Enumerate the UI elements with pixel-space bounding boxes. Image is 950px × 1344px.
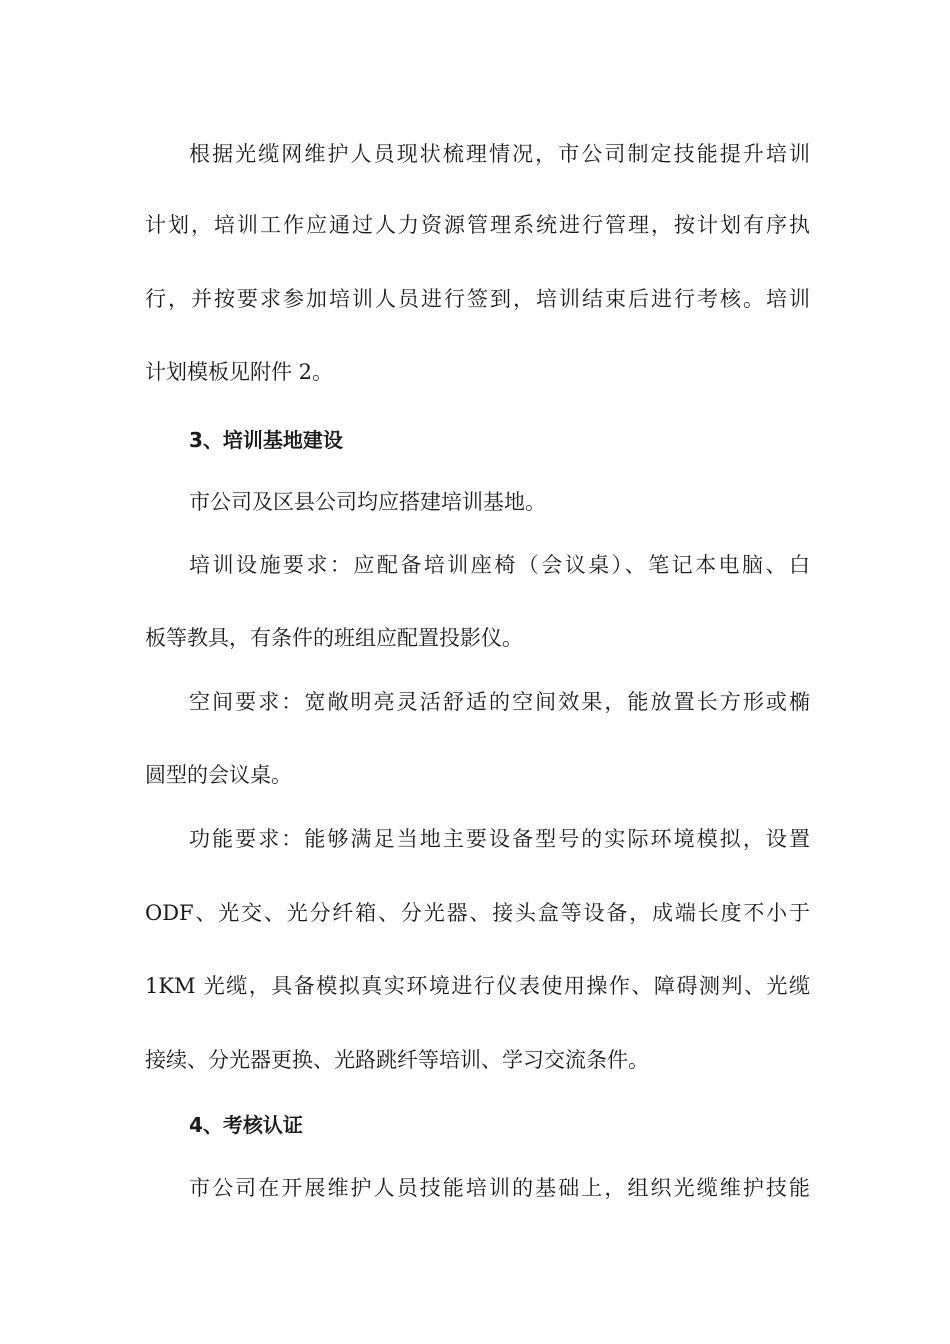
paragraph-1-line-4: 计划模板见附件 2。 <box>145 360 334 384</box>
paragraph-1-line-2: 计划，培训工作应通过人力资源管理系统进行管理，按计划有序执 <box>145 213 810 237</box>
paragraph-3-line-1: 培训设施要求：应配备培训座椅（会议桌）、笔记本电脑、白 <box>189 553 810 577</box>
paragraph-1-line-1: 根据光缆网维护人员现状梳理情况，市公司制定技能提升培训 <box>189 142 810 166</box>
section-heading-3: 3、培训基地建设 <box>189 428 343 452</box>
section-heading-4: 4、考核认证 <box>189 1113 303 1137</box>
paragraph-6-line-1: 市公司在开展维护人员技能培训的基础上，组织光缆维护技能 <box>189 1176 810 1200</box>
paragraph-4-line-2: 圆型的会议桌。 <box>145 763 292 787</box>
paragraph-5-line-4: 接续、分光器更换、光路跳纤等培训、学习交流条件。 <box>145 1048 649 1072</box>
paragraph-5-line-3: 1KM 光缆，具备模拟真实环境进行仪表使用操作、障碍测判、光缆 <box>145 974 810 998</box>
paragraph-5-line-1: 功能要求：能够满足当地主要设备型号的实际环境模拟，设置 <box>189 827 810 851</box>
paragraph-3-line-2: 板等教具，有条件的班组应配置投影仪。 <box>145 626 523 650</box>
paragraph-1-line-3: 行，并按要求参加培训人员进行签到，培训结束后进行考核。培训 <box>145 287 810 311</box>
paragraph-2-line-1: 市公司及区县公司均应搭建培训基地。 <box>189 490 546 514</box>
paragraph-4-line-1: 空间要求：宽敞明亮灵活舒适的空间效果，能放置长方形或椭 <box>189 690 810 714</box>
paragraph-5-line-2: ODF、光交、光分纤箱、分光器、接头盒等设备，成端长度不小于 <box>145 901 810 925</box>
